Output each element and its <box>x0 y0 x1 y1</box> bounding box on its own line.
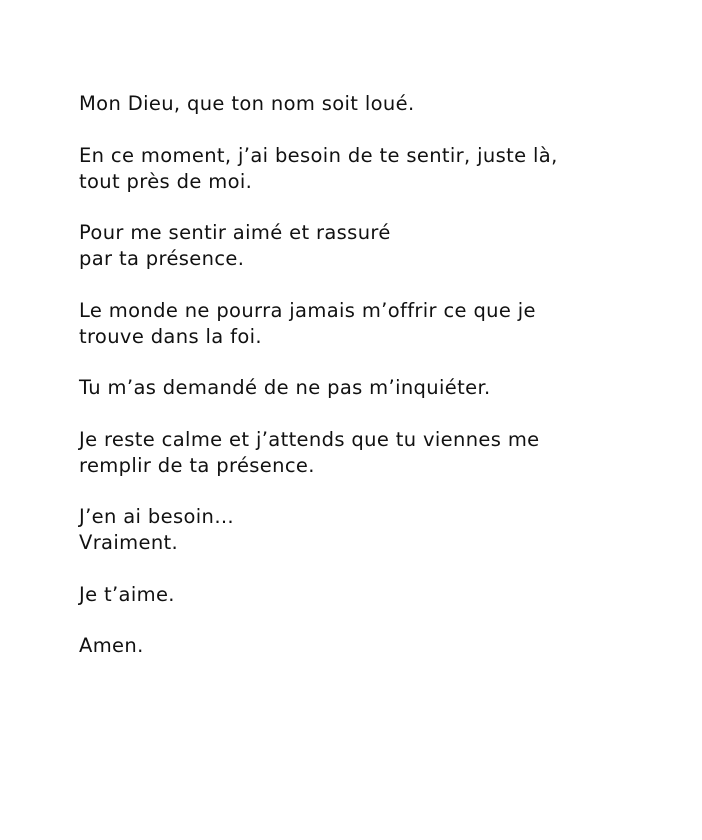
text-line: J’en ai besoin… <box>79 505 235 528</box>
text-line: par ta présence. <box>79 247 245 270</box>
text-line: Le monde ne pourra jamais m’offrir ce que je <box>79 298 536 322</box>
text-line: Je reste calme et j’attends que tu viennes me <box>79 427 540 451</box>
paragraph-worry <box>79 375 639 401</box>
text-line: Tu m’as demandé de ne pas m’inquiéter. <box>79 376 491 399</box>
text-line: Mon Dieu, que ton nom soit loué. <box>79 92 415 115</box>
paragraph-i-love-you <box>79 582 639 608</box>
paragraph-truly <box>79 504 639 556</box>
prayer-text <box>79 91 639 685</box>
text-line: Pour me sentir aimé et rassuré <box>79 221 391 244</box>
paragraph-need <box>79 143 639 195</box>
paragraph-love <box>79 220 639 272</box>
paragraph-world <box>79 298 639 350</box>
paragraph-amen <box>79 633 639 659</box>
text-line: trouve dans la foi. <box>79 324 262 348</box>
paragraph-calm <box>79 427 639 479</box>
text-line: En ce moment, j’ai besoin de te sentir, juste là, <box>79 143 558 167</box>
text-line: Amen. <box>79 634 144 657</box>
text-line: Je t’aime. <box>79 582 175 606</box>
text-line: remplir de ta présence. <box>79 453 315 477</box>
text-line: tout près de moi. <box>79 169 253 193</box>
text-line: Vraiment. <box>79 531 179 554</box>
paragraph-invocation <box>79 91 639 117</box>
